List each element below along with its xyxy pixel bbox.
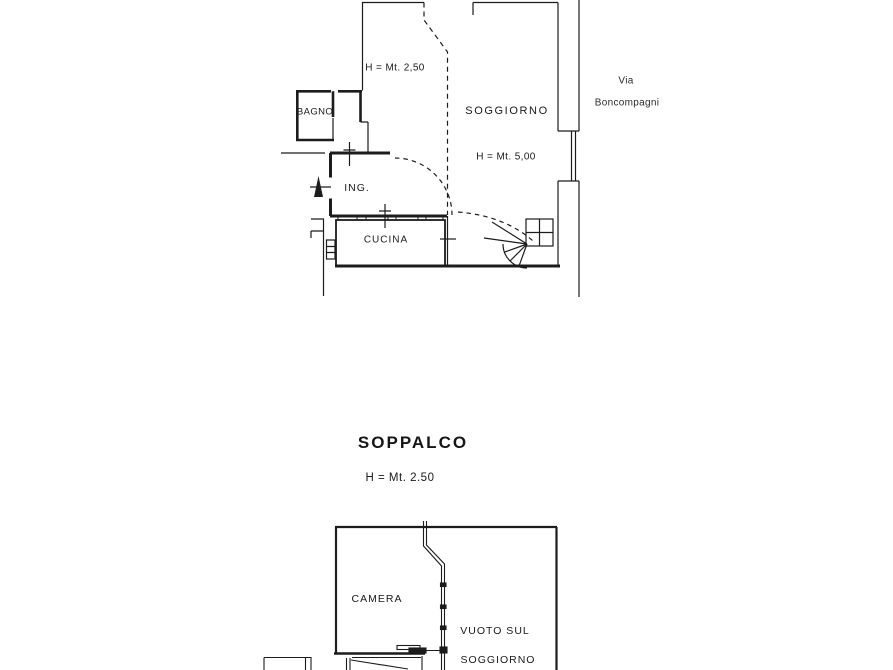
opening-arc-dashed xyxy=(395,158,452,215)
wall-step xyxy=(361,122,369,153)
soppalco-title: SOPPALCO xyxy=(357,433,469,452)
wall xyxy=(558,181,579,297)
wall-notch xyxy=(311,219,324,238)
height-note-double-zone: H = Mt. 5,00 xyxy=(476,151,536,163)
wall xyxy=(558,0,579,131)
spiral-staircase-icon xyxy=(484,219,553,268)
wall xyxy=(473,3,558,16)
soppalco-height-note: H = Mt. 2.50 xyxy=(365,472,435,484)
height-note-soppalco-zone: H = Mt. 2,50 xyxy=(365,62,425,74)
radiator-icon xyxy=(327,240,336,259)
staircase-icon xyxy=(347,656,423,670)
room-label-bagno: BAGNO xyxy=(296,106,334,118)
mezzanine-railing xyxy=(424,521,448,670)
room-label-soggiorno: SOGGIORNO xyxy=(465,105,549,117)
wall xyxy=(363,3,425,91)
soppalco-floor-plan xyxy=(264,521,557,670)
room-label-ingresso: ING. xyxy=(344,182,370,194)
window-icon xyxy=(572,131,576,181)
void-label-line2: SOGGIORNO xyxy=(460,654,536,666)
soppalco-edge-dashed-line xyxy=(424,3,448,216)
room-label-camera: CAMERA xyxy=(351,593,403,605)
opening-arc-dashed xyxy=(458,212,533,241)
street-name-line1: Via xyxy=(618,75,634,87)
room-label-cucina: CUCINA xyxy=(363,234,409,246)
door-icon xyxy=(397,646,447,654)
void-label-line1: VUOTO SUL xyxy=(460,625,530,637)
street-name-line2: Boncompagni xyxy=(594,97,660,109)
balcony-outline xyxy=(264,657,311,670)
upper-floor-plan xyxy=(281,0,579,297)
